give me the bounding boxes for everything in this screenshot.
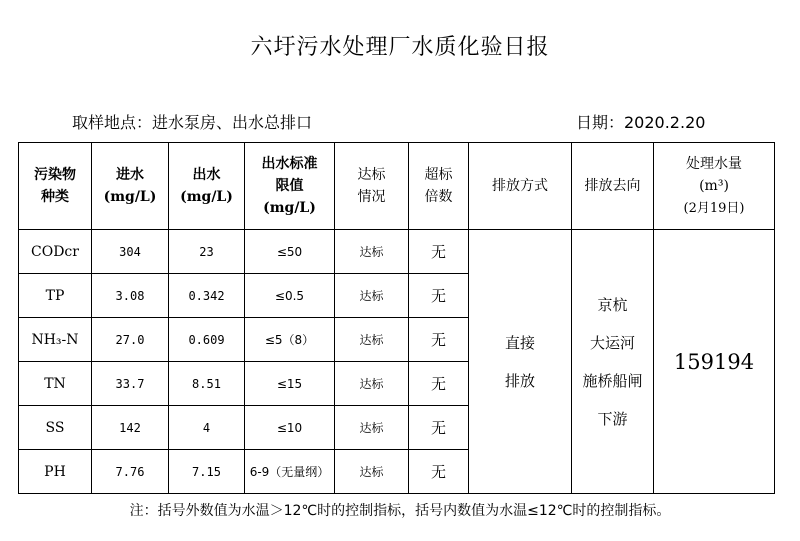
exceed-cell: 无: [409, 362, 469, 406]
status-cell: 达标: [335, 450, 409, 494]
inflow-cell: 142: [92, 406, 169, 450]
outflow-cell: 0.342: [169, 274, 245, 318]
exceed-cell: 无: [409, 406, 469, 450]
exceed-cell: 无: [409, 318, 469, 362]
limit-cell: 6-9（无量纲）: [245, 450, 335, 494]
param-cell: TP: [19, 274, 92, 318]
sampling-location: 取样地点：进水泵房、出水总排口: [72, 113, 313, 132]
discharge-method-cell: 直接 排放: [469, 230, 572, 494]
header-compliance: 达标 情况: [335, 143, 409, 230]
outflow-cell: 0.609: [169, 318, 245, 362]
status-cell: 达标: [335, 230, 409, 274]
limit-cell: ≤5（8）: [245, 318, 335, 362]
footnote: 注：括号外数值为水温＞12℃时的控制指标，括号内数值为水温≤12℃时的控制指标。: [129, 503, 671, 519]
inflow-cell: 27.0: [92, 318, 169, 362]
report-date: 日期：2020.2.20: [576, 113, 706, 132]
status-cell: 达标: [335, 362, 409, 406]
header-outflow: 出水 (mg/L): [169, 143, 245, 230]
water-quality-table: [18, 142, 775, 494]
status-cell: 达标: [335, 318, 409, 362]
exceed-cell: 无: [409, 274, 469, 318]
volume-cell: 159194: [654, 230, 775, 494]
header-discharge-method: 排放方式: [469, 143, 572, 230]
param-cell: CODcr: [19, 230, 92, 274]
limit-cell: ≤10: [245, 406, 335, 450]
report-title: 六圩污水处理厂水质化验日报: [250, 35, 550, 60]
inflow-cell: 33.7: [92, 362, 169, 406]
status-cell: 达标: [335, 274, 409, 318]
param-cell: TN: [19, 362, 92, 406]
param-cell: NH₃-N: [19, 318, 92, 362]
status-cell: 达标: [335, 406, 409, 450]
discharge-to-cell: 京杭 大运河 施桥船闸 下游: [572, 230, 654, 494]
limit-cell: ≤0.5: [245, 274, 335, 318]
exceed-cell: 无: [409, 450, 469, 494]
table-header-row: [19, 143, 775, 230]
header-volume: 处理水量 (m³) (2月19日): [654, 143, 775, 230]
param-cell: PH: [19, 450, 92, 494]
table-row: [19, 230, 775, 274]
outflow-cell: 7.15: [169, 450, 245, 494]
outflow-cell: 23: [169, 230, 245, 274]
outflow-cell: 8.51: [169, 362, 245, 406]
param-cell: SS: [19, 406, 92, 450]
header-inflow: 进水 (mg/L): [92, 143, 169, 230]
inflow-cell: 7.76: [92, 450, 169, 494]
limit-cell: ≤50: [245, 230, 335, 274]
header-exceed: 超标 倍数: [409, 143, 469, 230]
inflow-cell: 304: [92, 230, 169, 274]
header-param: 污染物 种类: [19, 143, 92, 230]
inflow-cell: 3.08: [92, 274, 169, 318]
outflow-cell: 4: [169, 406, 245, 450]
exceed-cell: 无: [409, 230, 469, 274]
header-limit: 出水标准 限值 (mg/L): [245, 143, 335, 230]
header-discharge-to: 排放去向: [572, 143, 654, 230]
limit-cell: ≤15: [245, 362, 335, 406]
